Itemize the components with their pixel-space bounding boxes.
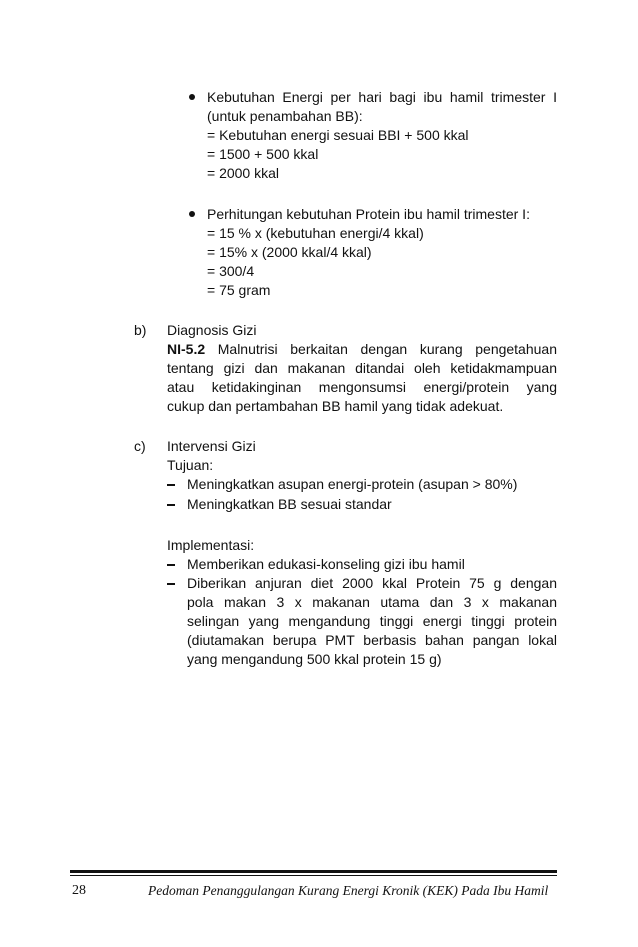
impl-item-1: Memberikan edukasi-konseling gizi ibu hamil: [187, 556, 465, 572]
diagnosis-line1-text: Malnutrisi berkaitan dengan kurang pengetahuan: [217, 341, 557, 357]
dash-icon: [167, 504, 175, 506]
impl-item-2-line3: selingan yang mengandung tinggi energi tinggi protein: [187, 613, 557, 629]
bullet-icon: [189, 94, 195, 100]
diagnosis-line4: cukup dan pertambahan BB hamil yang tidak adekuat.: [167, 398, 504, 414]
footer-rule: [70, 870, 557, 873]
energy-calc-line1: = Kebutuhan energi sesuai BBI + 500 kkal: [207, 127, 469, 143]
diagnosis-line1: [167, 340, 557, 359]
goal-item-2: Meningkatkan BB sesuai standar: [187, 496, 392, 512]
footer-rule-thin: [70, 875, 557, 876]
section-marker-b: b): [134, 322, 147, 338]
goal-label: Tujuan:: [167, 457, 214, 473]
energy-bullet-line2: (untuk penambahan BB):: [207, 108, 363, 124]
running-title: Pedoman Penanggulangan Kurang Energi Kronik (KEK) Pada Ibu Hamil: [148, 883, 549, 898]
dash-icon: [167, 583, 175, 585]
energy-bullet-line1: Kebutuhan Energi per hari bagi ibu hamil trimester I: [207, 89, 557, 105]
section-marker-c: c): [134, 438, 146, 454]
intervention-heading: Intervensi Gizi: [167, 438, 256, 454]
goal-item-1: Meningkatkan asupan energi-protein (asupan > 80%): [187, 476, 518, 492]
protein-calc-line1: = 15 % x (kebutuhan energi/4 kkal): [207, 225, 424, 241]
energy-calc-line3: = 2000 kkal: [207, 165, 279, 181]
diagnosis-code: NI-5.2: [167, 341, 206, 357]
impl-item-2-line1: Diberikan anjuran diet 2000 kkal Protein 75 g dengan: [187, 575, 557, 591]
protein-calc-line4: = 75 gram: [207, 282, 271, 298]
protein-calc-line2: = 15% x (2000 kkal/4 kkal): [207, 244, 372, 260]
diagnosis-line3: atau ketidakinginan mengonsumsi energi/protein yang: [167, 379, 557, 395]
protein-bullet-line: Perhitungan kebutuhan Protein ibu hamil trimester I:: [207, 206, 530, 222]
bullet-icon: [189, 211, 195, 217]
impl-item-2-line5: yang mengandung 500 kkal protein 15 g): [187, 651, 442, 667]
diagnosis-heading: Diagnosis Gizi: [167, 322, 257, 338]
implementation-label: Implementasi:: [167, 537, 255, 553]
dash-icon: [167, 484, 175, 486]
diagnosis-line2: tentang gizi dan makanan ditandai oleh ketidakmampuan: [167, 360, 557, 376]
energy-calc-line2: = 1500 + 500 kkal: [207, 146, 319, 162]
impl-item-2-line4: (diutamakan berupa PMT berbasis bahan pangan lokal: [187, 632, 557, 648]
page-number: 28: [72, 883, 86, 898]
dash-icon: [167, 564, 175, 566]
impl-item-2-line2: pola makan 3 x makanan utama dan 3 x makanan: [187, 594, 557, 610]
protein-calc-line3: = 300/4: [207, 263, 255, 279]
